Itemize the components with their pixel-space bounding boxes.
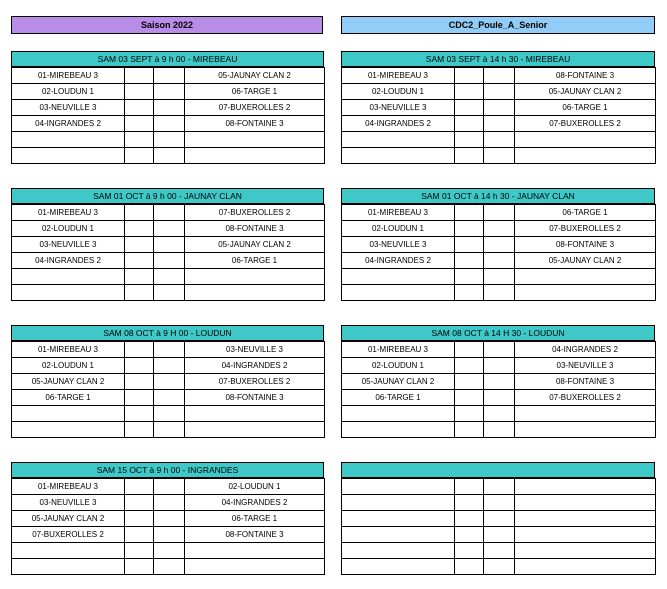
match-block-title: SAM 08 OCT à 9 H 00 - LOUDUN [11,325,324,341]
table-row [12,422,325,438]
home-score-cell [455,390,484,406]
home-team-cell [12,285,125,301]
away-team-cell [185,269,325,285]
home-score-cell [125,221,154,237]
table-row [12,559,325,575]
away-team-cell: 08-FONTAINE 3 [515,374,656,390]
home-team-cell: 06-TARGE 1 [342,390,455,406]
match-table [11,341,325,438]
home-team-cell: 02-LOUDUN 1 [12,358,125,374]
table-row [342,205,656,221]
away-team-cell: 03-NEUVILLE 3 [515,358,656,374]
match-block [341,325,655,443]
home-team-cell: 04-INGRANDES 2 [12,116,125,132]
match-block-title: SAM 03 SEPT à 14 h 30 - MIREBEAU [341,51,655,67]
home-score-cell [455,406,484,422]
home-team-cell: 04-INGRANDES 2 [342,253,455,269]
match-block [341,462,655,580]
away-team-cell: 06-TARGE 1 [515,100,656,116]
table-row [12,374,325,390]
away-team-cell: 08-FONTAINE 3 [185,221,325,237]
home-score-cell [125,237,154,253]
home-team-cell: 01-MIREBEAU 3 [12,68,125,84]
table-row [342,390,656,406]
away-score-cell [154,221,185,237]
home-team-cell [342,559,455,575]
table-row [12,390,325,406]
away-team-cell [515,148,656,164]
table-row [342,495,656,511]
away-score-cell [484,100,515,116]
match-table [11,67,325,164]
away-team-cell: 07-BUXEROLLES 2 [185,100,325,116]
table-row [12,205,325,221]
table-row [12,253,325,269]
home-score-cell [125,100,154,116]
away-score-cell [484,68,515,84]
away-team-cell [515,495,656,511]
away-team-cell: 06-TARGE 1 [515,205,656,221]
away-team-cell: 06-TARGE 1 [185,253,325,269]
table-row [342,527,656,543]
home-team-cell: 07-BUXEROLLES 2 [12,527,125,543]
table-row [12,68,325,84]
home-team-cell: 02-LOUDUN 1 [342,221,455,237]
away-score-cell [484,511,515,527]
away-score-cell [484,422,515,438]
home-team-cell: 01-MIREBEAU 3 [342,68,455,84]
away-score-cell [154,132,185,148]
home-team-cell: 01-MIREBEAU 3 [342,205,455,221]
table-row [12,84,325,100]
away-team-cell: 08-FONTAINE 3 [185,390,325,406]
table-row [12,148,325,164]
home-score-cell [125,205,154,221]
away-team-cell [515,543,656,559]
away-score-cell [154,342,185,358]
away-team-cell: 08-FONTAINE 3 [515,68,656,84]
home-team-cell: 03-NEUVILLE 3 [342,100,455,116]
away-score-cell [484,543,515,559]
home-score-cell [125,342,154,358]
table-row [342,100,656,116]
table-row [12,237,325,253]
home-score-cell [455,132,484,148]
home-score-cell [455,511,484,527]
home-team-cell: 03-NEUVILLE 3 [342,237,455,253]
away-score-cell [484,374,515,390]
table-row [342,68,656,84]
table-row [12,495,325,511]
away-score-cell [484,342,515,358]
match-block-title: SAM 15 OCT à 9 h 00 - INGRANDES [11,462,324,478]
table-row [342,511,656,527]
table-row [12,543,325,559]
away-score-cell [484,205,515,221]
table-row [342,422,656,438]
match-block [11,188,324,306]
away-team-cell [185,559,325,575]
away-score-cell [154,358,185,374]
away-team-cell: 05-JAUNAY CLAN 2 [515,253,656,269]
home-team-cell: 05-JAUNAY CLAN 2 [342,374,455,390]
home-team-cell [12,148,125,164]
home-team-cell [342,148,455,164]
home-team-cell [12,422,125,438]
away-score-cell [154,148,185,164]
home-team-cell [342,511,455,527]
table-row [342,132,656,148]
home-team-cell: 03-NEUVILLE 3 [12,495,125,511]
home-team-cell [342,132,455,148]
away-score-cell [154,116,185,132]
home-score-cell [125,68,154,84]
home-score-cell [455,237,484,253]
away-score-cell [154,253,185,269]
home-score-cell [125,422,154,438]
table-row [342,559,656,575]
home-score-cell [125,543,154,559]
home-score-cell [455,221,484,237]
home-score-cell [455,68,484,84]
away-score-cell [154,285,185,301]
away-score-cell [154,100,185,116]
home-team-cell: 01-MIREBEAU 3 [12,479,125,495]
away-score-cell [154,84,185,100]
table-row [12,511,325,527]
home-team-cell: 05-JAUNAY CLAN 2 [12,374,125,390]
home-score-cell [455,100,484,116]
away-team-cell: 07-BUXEROLLES 2 [185,205,325,221]
table-row [12,479,325,495]
away-score-cell [484,116,515,132]
table-row [342,269,656,285]
away-team-cell: 06-TARGE 1 [185,511,325,527]
away-team-cell [185,285,325,301]
home-score-cell [455,285,484,301]
away-score-cell [484,479,515,495]
table-row [12,116,325,132]
away-score-cell [154,527,185,543]
home-team-cell [12,406,125,422]
away-score-cell [154,422,185,438]
table-row [342,358,656,374]
away-team-cell: 05-JAUNAY CLAN 2 [515,84,656,100]
away-score-cell [484,84,515,100]
away-score-cell [154,511,185,527]
away-team-cell [185,543,325,559]
away-score-cell [484,253,515,269]
home-score-cell [125,358,154,374]
home-score-cell [455,479,484,495]
home-score-cell [125,132,154,148]
home-score-cell [125,116,154,132]
home-score-cell [125,511,154,527]
away-score-cell [484,237,515,253]
home-team-cell [12,269,125,285]
home-team-cell [342,406,455,422]
home-team-cell: 05-JAUNAY CLAN 2 [12,511,125,527]
away-team-cell [515,269,656,285]
table-row [12,527,325,543]
home-score-cell [455,253,484,269]
home-score-cell [125,527,154,543]
home-score-cell [455,495,484,511]
home-team-cell [342,495,455,511]
table-row [342,479,656,495]
home-score-cell [455,116,484,132]
away-team-cell: 08-FONTAINE 3 [185,116,325,132]
home-score-cell [455,342,484,358]
home-team-cell: 02-LOUDUN 1 [342,358,455,374]
away-team-cell [515,406,656,422]
away-team-cell: 05-JAUNAY CLAN 2 [185,237,325,253]
table-row [342,148,656,164]
away-score-cell [484,269,515,285]
table-row [342,237,656,253]
away-team-cell [185,406,325,422]
table-row [342,116,656,132]
table-row [12,269,325,285]
table-row [342,285,656,301]
home-team-cell: 01-MIREBEAU 3 [342,342,455,358]
home-score-cell [455,422,484,438]
table-row [342,342,656,358]
away-score-cell [154,68,185,84]
away-team-cell: 07-BUXEROLLES 2 [185,374,325,390]
home-team-cell [12,543,125,559]
table-row [342,374,656,390]
table-row [12,221,325,237]
away-score-cell [154,237,185,253]
home-score-cell [125,390,154,406]
away-team-cell [185,422,325,438]
home-score-cell [455,527,484,543]
away-team-cell [515,511,656,527]
home-score-cell [455,148,484,164]
away-score-cell [484,495,515,511]
away-score-cell [154,543,185,559]
table-row [12,406,325,422]
table-row [12,285,325,301]
match-block [11,462,324,580]
home-team-cell: 03-NEUVILLE 3 [12,237,125,253]
away-team-cell [185,148,325,164]
away-score-cell [484,559,515,575]
away-score-cell [154,269,185,285]
away-team-cell: 04-INGRANDES 2 [185,358,325,374]
match-block [11,325,324,443]
home-team-cell: 04-INGRANDES 2 [12,253,125,269]
away-score-cell [484,390,515,406]
table-row [342,221,656,237]
match-table [341,478,656,575]
away-score-cell [484,221,515,237]
away-score-cell [484,285,515,301]
away-score-cell [154,479,185,495]
home-team-cell [342,269,455,285]
home-team-cell [342,543,455,559]
home-score-cell [455,269,484,285]
home-team-cell: 06-TARGE 1 [12,390,125,406]
home-score-cell [455,543,484,559]
home-score-cell [125,374,154,390]
away-score-cell [154,406,185,422]
match-block-title: SAM 08 OCT à 14 H 30 - LOUDUN [341,325,655,341]
away-score-cell [484,358,515,374]
away-team-cell [515,132,656,148]
match-table [341,341,656,438]
away-team-cell: 07-BUXEROLLES 2 [515,116,656,132]
home-score-cell [125,269,154,285]
home-score-cell [455,84,484,100]
home-team-cell [342,527,455,543]
home-score-cell [125,559,154,575]
away-team-cell: 07-BUXEROLLES 2 [515,221,656,237]
home-score-cell [125,479,154,495]
away-team-cell [515,422,656,438]
away-team-cell: 07-BUXEROLLES 2 [515,390,656,406]
home-team-cell: 02-LOUDUN 1 [12,221,125,237]
home-team-cell [12,559,125,575]
competition-header [341,16,655,34]
away-score-cell [484,132,515,148]
table-row [12,342,325,358]
match-table [341,204,656,301]
home-score-cell [125,406,154,422]
away-team-cell [515,285,656,301]
match-block-title: SAM 03 SEPT à 9 h 00 - MIREBEAU [11,51,324,67]
home-score-cell [125,84,154,100]
match-block-title [341,462,655,478]
home-score-cell [455,559,484,575]
table-row [342,543,656,559]
table-row [342,253,656,269]
table-row [342,406,656,422]
season-header [11,16,323,34]
home-score-cell [455,205,484,221]
home-team-cell [342,285,455,301]
away-team-cell [515,527,656,543]
away-team-cell [515,479,656,495]
home-score-cell [455,374,484,390]
match-block [341,188,655,306]
home-team-cell [12,132,125,148]
table-row [342,84,656,100]
match-block-title: SAM 01 OCT à 9 h 00 - JAUNAY CLAN [11,188,324,204]
home-score-cell [125,253,154,269]
away-team-cell: 08-FONTAINE 3 [185,527,325,543]
home-score-cell [455,358,484,374]
match-block-title: SAM 01 OCT à 14 h 30 - JAUNAY CLAN [341,188,655,204]
away-team-cell: 04-INGRANDES 2 [185,495,325,511]
table-row [12,132,325,148]
competition-label: CDC2_Poule_A_Senior [448,20,548,30]
home-team-cell: 02-LOUDUN 1 [342,84,455,100]
home-team-cell [342,422,455,438]
home-team-cell: 03-NEUVILLE 3 [12,100,125,116]
away-team-cell [185,132,325,148]
away-score-cell [154,495,185,511]
home-team-cell: 01-MIREBEAU 3 [12,205,125,221]
away-team-cell: 08-FONTAINE 3 [515,237,656,253]
table-row [12,100,325,116]
away-score-cell [484,406,515,422]
home-score-cell [125,148,154,164]
away-team-cell: 03-NEUVILLE 3 [185,342,325,358]
match-table [11,204,325,301]
away-score-cell [154,205,185,221]
home-score-cell [125,495,154,511]
match-table [11,478,325,575]
away-score-cell [154,559,185,575]
match-block [341,51,655,169]
home-team-cell: 01-MIREBEAU 3 [12,342,125,358]
away-team-cell: 04-INGRANDES 2 [515,342,656,358]
home-score-cell [125,285,154,301]
home-team-cell: 02-LOUDUN 1 [12,84,125,100]
season-label: Saison 2022 [140,20,194,30]
table-row [12,358,325,374]
home-team-cell: 04-INGRANDES 2 [342,116,455,132]
away-score-cell [484,527,515,543]
away-score-cell [154,390,185,406]
match-block [11,51,324,169]
away-team-cell: 05-JAUNAY CLAN 2 [185,68,325,84]
away-team-cell: 06-TARGE 1 [185,84,325,100]
away-score-cell [484,148,515,164]
home-team-cell [342,479,455,495]
away-team-cell [515,559,656,575]
away-score-cell [154,374,185,390]
away-team-cell: 02-LOUDUN 1 [185,479,325,495]
match-table [341,67,656,164]
